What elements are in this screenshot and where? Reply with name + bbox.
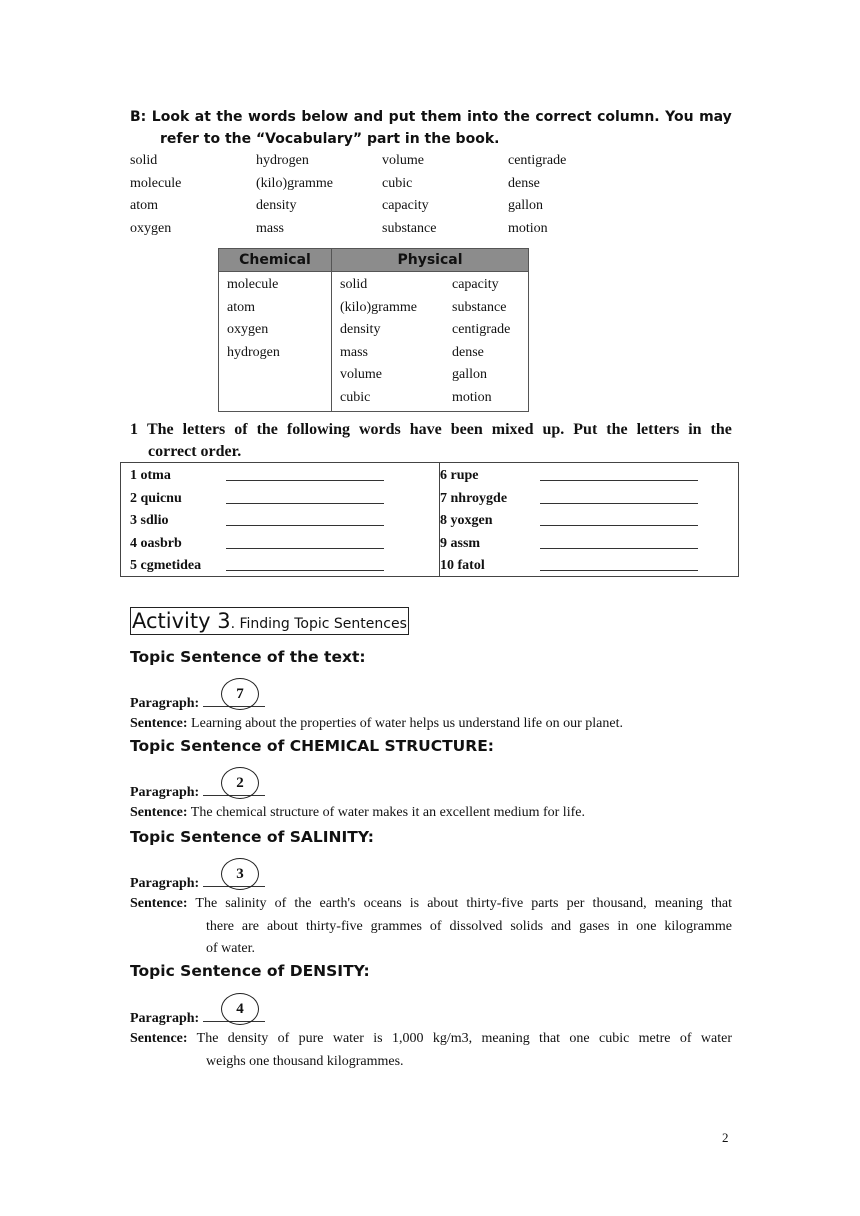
scrambled-item: [440, 510, 739, 533]
word-row: [130, 150, 634, 173]
paragraph-label-1: Paragraph:: [130, 782, 265, 801]
scrambled-word: 1 otma: [130, 468, 171, 483]
scrambled-left-column: [130, 465, 430, 578]
word-item: molecule: [130, 175, 182, 191]
answer-blank[interactable]: [540, 525, 698, 526]
section-b-instruction: [130, 106, 732, 150]
instruction-word: at: [194, 109, 211, 125]
answer-blank[interactable]: [226, 570, 384, 571]
exercise-word: mixed: [491, 421, 534, 438]
physical-column-2: [444, 272, 529, 412]
chemical-column: [219, 272, 332, 412]
instruction-word: correct: [535, 109, 592, 125]
sentence-1: Sentence: The chemical structure of water makes it an excellent medium for life.: [130, 805, 585, 820]
physical-word: volume: [340, 367, 382, 382]
answer-blank[interactable]: [226, 525, 384, 526]
exercise-word: the: [606, 421, 628, 438]
exercise-word: the: [710, 421, 732, 438]
physical-word: mass: [340, 344, 368, 360]
answer-blank[interactable]: [226, 503, 384, 504]
word-item: gallon: [508, 198, 543, 213]
word-row: [130, 218, 634, 241]
instruction-word: into: [467, 109, 499, 125]
exercise-1-line-1: [130, 419, 732, 441]
paragraph-label-2: Paragraph:: [130, 873, 265, 892]
paragraph-answer-circle-1: 2: [221, 767, 259, 799]
physical-word: centigrade: [452, 322, 511, 337]
scrambled-word: 6 rupe: [440, 468, 479, 483]
heading-topic-text: Topic Sentence of the text:: [130, 648, 366, 666]
answer-blank[interactable]: [540, 503, 698, 504]
exercise-word: letters: [182, 421, 226, 438]
exercise-word: been: [450, 421, 483, 438]
instruction-word: below: [301, 109, 349, 125]
chemical-word: oxygen: [227, 322, 269, 337]
scrambled-item: [440, 488, 739, 511]
activity-title-sub: . Finding Topic Sentences: [230, 616, 407, 632]
scrambled-word: 7 nhroygde: [440, 490, 508, 506]
scrambled-word: 10 fatol: [440, 558, 485, 573]
scrambled-word: 8 yoxgen: [440, 513, 493, 528]
instruction-word: the: [503, 109, 530, 125]
physical-word: cubic: [340, 389, 371, 405]
instruction-word: B:: [130, 109, 147, 125]
word-item: hydrogen: [256, 153, 309, 168]
exercise-word: words: [359, 421, 401, 438]
scrambled-word: 9 assm: [440, 535, 481, 551]
exercise-1-line-2: correct order.: [148, 443, 242, 460]
chemical-word: atom: [227, 299, 255, 315]
scrambled-right-column: [439, 463, 739, 576]
scrambled-word: 5 cgmetidea: [130, 558, 202, 573]
activity-3-title: [130, 607, 409, 635]
word-row: [130, 195, 634, 218]
scrambled-item: [130, 465, 430, 488]
physical-word: substance: [452, 299, 507, 315]
exercise-word: the: [256, 421, 278, 438]
instruction-word: column.: [597, 109, 660, 125]
scrambled-item: [130, 488, 430, 511]
exercise-word: up.: [542, 421, 565, 438]
scrambled-word: 4 oasbrb: [130, 535, 182, 551]
word-item: motion: [508, 220, 548, 236]
answer-blank[interactable]: [540, 548, 698, 549]
instruction-word: and: [353, 109, 384, 125]
word-item: atom: [130, 198, 158, 213]
chemical-word: hydrogen: [227, 344, 280, 360]
scrambled-item: [130, 533, 430, 556]
answer-blank[interactable]: [226, 480, 384, 481]
paragraph-label-3: Paragraph:: [130, 1008, 265, 1027]
instruction-line-1: [130, 106, 732, 128]
physical-word: motion: [452, 389, 492, 405]
word-item: (kilo)gramme: [256, 175, 333, 191]
exercise-1-instruction: [130, 419, 732, 463]
word-item: substance: [382, 220, 437, 236]
scrambled-item: [130, 555, 430, 578]
instruction-word: put: [388, 109, 416, 125]
heading-density: Topic Sentence of DENSITY:: [130, 962, 370, 980]
word-item: cubic: [382, 175, 413, 191]
physical-word: capacity: [452, 277, 499, 292]
physical-word: solid: [340, 277, 368, 292]
paragraph-label-0: Paragraph:: [130, 693, 265, 712]
word-item: oxygen: [130, 220, 172, 236]
sentence-0: Sentence: Learning about the properties of water helps us understand life on our planet.: [130, 716, 623, 731]
word-list: [130, 150, 634, 240]
paragraph-answer-circle-0: 7: [221, 678, 259, 710]
scrambled-item: [440, 533, 739, 556]
word-row: [130, 173, 634, 196]
instruction-word: the: [216, 109, 243, 125]
physical-word: (kilo)gramme: [340, 299, 417, 315]
instruction-word: You: [665, 109, 694, 125]
physical-word: dense: [452, 344, 484, 360]
exercise-word: of: [234, 421, 248, 438]
heading-chemical-structure: Topic Sentence of CHEMICAL STRUCTURE:: [130, 737, 494, 755]
paragraph-answer-circle-3: 4: [221, 993, 259, 1025]
exercise-word: letters: [636, 421, 680, 438]
word-item: mass: [256, 220, 284, 236]
activity-title-main: Activity 3: [132, 609, 231, 633]
instruction-line-2: refer to the “Vocabulary” part in the book.: [160, 131, 500, 147]
scrambled-word: 3 sdlio: [130, 513, 169, 528]
physical-word: density: [340, 322, 381, 337]
answer-blank[interactable]: [226, 548, 384, 549]
exercise-word: have: [409, 421, 442, 438]
header-chemical: Chemical: [219, 249, 332, 272]
heading-salinity: Topic Sentence of SALINITY:: [130, 828, 374, 846]
exercise-word: following: [286, 421, 351, 438]
scrambled-item: [440, 465, 739, 488]
classification-table: [218, 248, 529, 412]
paragraph-answer-circle-2: 3: [221, 858, 259, 890]
word-item: centigrade: [508, 153, 567, 168]
word-item: capacity: [382, 198, 429, 213]
exercise-word: in: [688, 421, 702, 438]
chemical-word: molecule: [227, 277, 279, 292]
sentence-2: Sentence: The salinity of the earth's oceans is about thirty-five parts per thousand, meaning that there are about thirty-five grammes of dissolved solids and gases in one kilogramme of water.: [130, 896, 733, 956]
instruction-word: may: [699, 109, 732, 125]
word-item: solid: [130, 153, 158, 168]
sentence-3: Sentence: The density of pure water is 1,000 kg/m3, meaning that one cubic metre of water weighs one thousand kilogrammes.: [130, 1031, 732, 1069]
page-number: 2: [722, 1130, 729, 1145]
word-item: volume: [382, 153, 424, 168]
scrambled-words-box: [120, 462, 739, 577]
scrambled-item: [130, 510, 430, 533]
instruction-word: Look: [151, 109, 190, 125]
word-item: dense: [508, 175, 540, 191]
physical-column-1: [332, 272, 445, 412]
exercise-word: Put: [573, 421, 598, 438]
header-physical: Physical: [332, 249, 529, 272]
answer-blank[interactable]: [540, 570, 698, 571]
physical-word: gallon: [452, 367, 487, 382]
answer-blank[interactable]: [540, 480, 698, 481]
instruction-word: them: [420, 109, 462, 125]
word-item: density: [256, 198, 297, 213]
exercise-word: 1: [130, 421, 138, 438]
instruction-word: words: [248, 109, 296, 125]
exercise-word: The: [146, 421, 174, 438]
scrambled-word: 2 quicnu: [130, 490, 182, 506]
scrambled-item: [440, 555, 739, 578]
